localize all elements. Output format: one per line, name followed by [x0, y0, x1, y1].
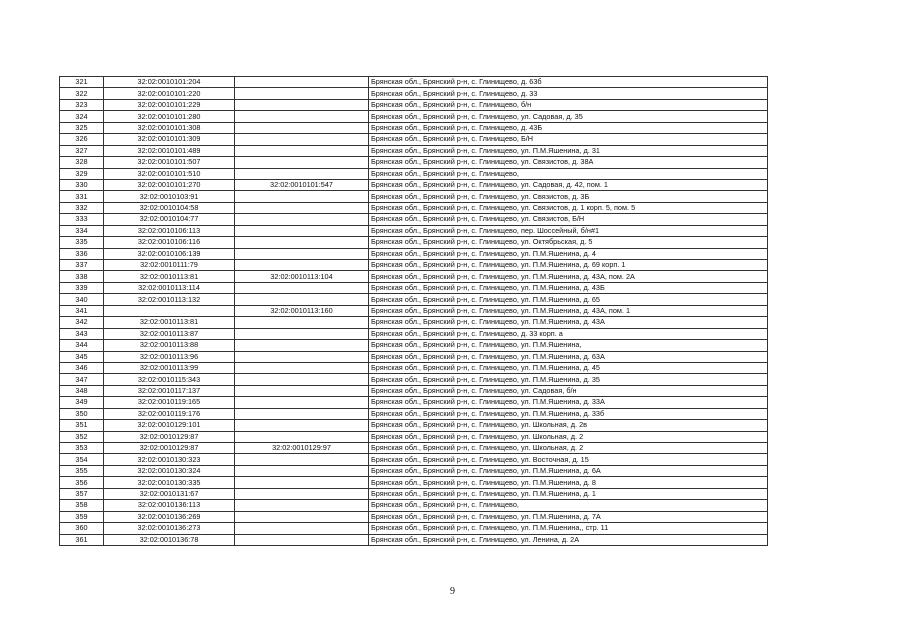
- related-cadastral-number-cell: [235, 374, 369, 385]
- related-cadastral-number-cell: [235, 317, 369, 328]
- row-number-cell: 349: [60, 397, 104, 408]
- table-row: [60, 145, 768, 156]
- address-cell: Брянская обл., Брянский р-н, с. Глинищево, ул. П.М.Яшенина, д. 43А, пом. 1: [369, 305, 768, 316]
- related-cadastral-number-cell: [235, 420, 369, 431]
- row-number-cell: 358: [60, 500, 104, 511]
- table-row: [60, 328, 768, 339]
- address-cell: Брянская обл., Брянский р-н, с. Глинищево, ул. П.М.Яшенина, д. 6А: [369, 465, 768, 476]
- cadastral-number-cell: 32:02:0010130:323: [104, 454, 235, 465]
- row-number-cell: 356: [60, 477, 104, 488]
- related-cadastral-number-cell: [235, 511, 369, 522]
- related-cadastral-number-cell: [235, 157, 369, 168]
- row-number-cell: 361: [60, 534, 104, 545]
- table-row: [60, 77, 768, 88]
- row-number-cell: 331: [60, 191, 104, 202]
- cadastral-number-cell: 32:02:0010101:229: [104, 99, 235, 110]
- address-cell: Брянская обл., Брянский р-н, с. Глинищево, ул. Садовая, б/н: [369, 385, 768, 396]
- address-cell: Брянская обл., Брянский р-н, с. Глинищево, ул. Связистов, д. 3Б: [369, 191, 768, 202]
- table-row: [60, 237, 768, 248]
- address-cell: Брянская обл., Брянский р-н, с. Глинищево, д. 63б: [369, 77, 768, 88]
- address-cell: Брянская обл., Брянский р-н, с. Глинищево, ул. П.М.Яшенина, д. 7А: [369, 511, 768, 522]
- address-cell: Брянская обл., Брянский р-н, с. Глинищево, ул. П.М.Яшенина, д. 33А: [369, 397, 768, 408]
- row-number-cell: 359: [60, 511, 104, 522]
- address-cell: Брянская обл., Брянский р-н, с. Глинищево, ул. Садовая, д. 42, пом. 1: [369, 179, 768, 190]
- row-number-cell: 353: [60, 443, 104, 454]
- cadastral-number-cell: 32:02:0010119:165: [104, 397, 235, 408]
- table-row: [60, 260, 768, 271]
- table-row: [60, 202, 768, 213]
- row-number-cell: 350: [60, 408, 104, 419]
- related-cadastral-number-cell: [235, 500, 369, 511]
- related-cadastral-number-cell: 32:02:0010113:104: [235, 271, 369, 282]
- address-cell: Брянская обл., Брянский р-н, с. Глинищево, Б/Н: [369, 134, 768, 145]
- row-number-cell: 332: [60, 202, 104, 213]
- cadastral-number-cell: 32:02:0010101:270: [104, 179, 235, 190]
- cadastral-number-cell: 32:02:0010129:87: [104, 443, 235, 454]
- row-number-cell: 339: [60, 282, 104, 293]
- related-cadastral-number-cell: [235, 408, 369, 419]
- address-cell: Брянская обл., Брянский р-н, с. Глинищево, ул. Связистов, Б/Н: [369, 214, 768, 225]
- related-cadastral-number-cell: [235, 282, 369, 293]
- related-cadastral-number-cell: 32:02:0010113:160: [235, 305, 369, 316]
- related-cadastral-number-cell: 32:02:0010129:97: [235, 443, 369, 454]
- row-number-cell: 337: [60, 260, 104, 271]
- row-number-cell: 329: [60, 168, 104, 179]
- cadastral-number-cell: 32:02:0010136:269: [104, 511, 235, 522]
- address-cell: Брянская обл., Брянский р-н, с. Глинищево, ул. Восточная, д. 15: [369, 454, 768, 465]
- row-number-cell: 360: [60, 523, 104, 534]
- row-number-cell: 351: [60, 420, 104, 431]
- cadastral-number-cell: 32:02:0010113:87: [104, 328, 235, 339]
- address-cell: Брянская обл., Брянский р-н, с. Глинищево, пер. Шоссейный, б/н#1: [369, 225, 768, 236]
- related-cadastral-number-cell: [235, 488, 369, 499]
- table-row: [60, 111, 768, 122]
- cadastral-number-cell: 32:02:0010106:113: [104, 225, 235, 236]
- row-number-cell: 327: [60, 145, 104, 156]
- related-cadastral-number-cell: [235, 362, 369, 373]
- related-cadastral-number-cell: [235, 77, 369, 88]
- table-row: [60, 362, 768, 373]
- table-row: [60, 179, 768, 190]
- cadastral-number-cell: 32:02:0010129:101: [104, 420, 235, 431]
- table-row: [60, 157, 768, 168]
- address-cell: Брянская обл., Брянский р-н, с. Глинищево,: [369, 500, 768, 511]
- cadastral-number-cell: 32:02:0010101:507: [104, 157, 235, 168]
- address-cell: Брянская обл., Брянский р-н, с. Глинищево, ул. Садовая, д. 35: [369, 111, 768, 122]
- related-cadastral-number-cell: [235, 88, 369, 99]
- related-cadastral-number-cell: [235, 477, 369, 488]
- row-number-cell: 336: [60, 248, 104, 259]
- address-cell: Брянская обл., Брянский р-н, с. Глинищево, ул. Школьная, д. 2: [369, 431, 768, 442]
- row-number-cell: 338: [60, 271, 104, 282]
- table-row: [60, 340, 768, 351]
- address-cell: Брянская обл., Брянский р-н, с. Глинищево, ул. П.М.Яшенина, д. 43А, пом. 2А: [369, 271, 768, 282]
- table-row: [60, 385, 768, 396]
- address-cell: Брянская обл., Брянский р-н, с. Глинищево, ул. П.М.Яшенина, д. 33б: [369, 408, 768, 419]
- cadastral-number-cell: 32:02:0010117:137: [104, 385, 235, 396]
- address-cell: Брянская обл., Брянский р-н, с. Глинищево, ул. П.М.Яшенина, д. 65: [369, 294, 768, 305]
- row-number-cell: 333: [60, 214, 104, 225]
- cadastral-number-cell: 32:02:0010115:343: [104, 374, 235, 385]
- table-row: [60, 99, 768, 110]
- table-row: [60, 397, 768, 408]
- page-number: 9: [450, 586, 455, 597]
- address-cell: Брянская обл., Брянский р-н, с. Глинищево, ул. П.М.Яшенина, д. 43А: [369, 317, 768, 328]
- related-cadastral-number-cell: [235, 534, 369, 545]
- cadastral-number-cell: 32:02:0010113:81: [104, 317, 235, 328]
- cadastral-number-cell: 32:02:0010101:280: [104, 111, 235, 122]
- address-cell: Брянская обл., Брянский р-н, с. Глинищево, ул. П.М.Яшенина, д. 4: [369, 248, 768, 259]
- cadastral-number-cell: 32:02:0010101:309: [104, 134, 235, 145]
- related-cadastral-number-cell: [235, 248, 369, 259]
- table-row: [60, 408, 768, 419]
- row-number-cell: 340: [60, 294, 104, 305]
- related-cadastral-number-cell: [235, 168, 369, 179]
- row-number-cell: 346: [60, 362, 104, 373]
- row-number-cell: 335: [60, 237, 104, 248]
- address-cell: Брянская обл., Брянский р-н, с. Глинищево, ул. Школьная, д. 2в: [369, 420, 768, 431]
- row-number-cell: 322: [60, 88, 104, 99]
- address-cell: Брянская обл., Брянский р-н, с. Глинищево, ул. П.М.Яшенина, д. 8: [369, 477, 768, 488]
- cadastral-number-cell: 32:02:0010136:273: [104, 523, 235, 534]
- table-row: [60, 225, 768, 236]
- related-cadastral-number-cell: [235, 294, 369, 305]
- address-cell: Брянская обл., Брянский р-н, с. Глинищево, д. 43Б: [369, 122, 768, 133]
- address-cell: Брянская обл., Брянский р-н, с. Глинищево, ул. П.М.Яшенина, д. 31: [369, 145, 768, 156]
- row-number-cell: 352: [60, 431, 104, 442]
- related-cadastral-number-cell: [235, 397, 369, 408]
- table-row: [60, 454, 768, 465]
- cadastral-number-cell: 32:02:0010129:87: [104, 431, 235, 442]
- row-number-cell: 342: [60, 317, 104, 328]
- cadastral-number-cell: 32:02:0010136:78: [104, 534, 235, 545]
- address-cell: Брянская обл., Брянский р-н, с. Глинищево, ул. П.М.Яшенина, д. 35: [369, 374, 768, 385]
- related-cadastral-number-cell: [235, 523, 369, 534]
- table-row: [60, 374, 768, 385]
- table-row: [60, 523, 768, 534]
- cadastral-number-cell: 32:02:0010119:176: [104, 408, 235, 419]
- cadastral-number-cell: 32:02:0010136:113: [104, 500, 235, 511]
- table-row: [60, 191, 768, 202]
- address-cell: Брянская обл., Брянский р-н, с. Глинищево, ул. П.М.Яшенина,, стр. 11: [369, 523, 768, 534]
- table-row: [60, 214, 768, 225]
- cadastral-number-cell: 32:02:0010113:96: [104, 351, 235, 362]
- related-cadastral-number-cell: [235, 191, 369, 202]
- cadastral-number-cell: 32:02:0010130:324: [104, 465, 235, 476]
- cadastral-number-cell: 32:02:0010101:204: [104, 77, 235, 88]
- table-row: [60, 511, 768, 522]
- related-cadastral-number-cell: [235, 237, 369, 248]
- related-cadastral-number-cell: [235, 328, 369, 339]
- related-cadastral-number-cell: [235, 111, 369, 122]
- address-cell: Брянская обл., Брянский р-н, с. Глинищево, ул. Октябрьская, д. 5: [369, 237, 768, 248]
- address-cell: Брянская обл., Брянский р-н, с. Глинищево, ул. П.М.Яшенина, д. 45: [369, 362, 768, 373]
- table-row: [60, 122, 768, 133]
- cadastral-number-cell: 32:02:0010104:58: [104, 202, 235, 213]
- address-cell: Брянская обл., Брянский р-н, с. Глинищево,: [369, 168, 768, 179]
- cadastral-number-cell: 32:02:0010131:67: [104, 488, 235, 499]
- address-cell: Брянская обл., Брянский р-н, с. Глинищево, д. 33 корп. а: [369, 328, 768, 339]
- address-cell: Брянская обл., Брянский р-н, с. Глинищево, ул. П.М.Яшенина, д. 69 корп. 1: [369, 260, 768, 271]
- table-row: [60, 168, 768, 179]
- related-cadastral-number-cell: [235, 454, 369, 465]
- row-number-cell: 355: [60, 465, 104, 476]
- row-number-cell: 330: [60, 179, 104, 190]
- row-number-cell: 357: [60, 488, 104, 499]
- related-cadastral-number-cell: [235, 214, 369, 225]
- address-cell: Брянская обл., Брянский р-н, с. Глинищево, д. 33: [369, 88, 768, 99]
- related-cadastral-number-cell: [235, 134, 369, 145]
- cadastral-number-cell: 32:02:0010113:88: [104, 340, 235, 351]
- table-row: [60, 534, 768, 545]
- table-row: [60, 465, 768, 476]
- table-row: [60, 248, 768, 259]
- row-number-cell: 328: [60, 157, 104, 168]
- row-number-cell: 341: [60, 305, 104, 316]
- table-row: [60, 88, 768, 99]
- row-number-cell: 344: [60, 340, 104, 351]
- related-cadastral-number-cell: [235, 351, 369, 362]
- row-number-cell: 323: [60, 99, 104, 110]
- address-cell: Брянская обл., Брянский р-н, с. Глинищево, ул. П.М.Яшенина,: [369, 340, 768, 351]
- related-cadastral-number-cell: [235, 225, 369, 236]
- address-cell: Брянская обл., Брянский р-н, с. Глинищево, ул. Ленина, д. 2А: [369, 534, 768, 545]
- row-number-cell: 334: [60, 225, 104, 236]
- row-number-cell: 321: [60, 77, 104, 88]
- related-cadastral-number-cell: [235, 431, 369, 442]
- address-cell: Брянская обл., Брянский р-н, с. Глинищево, ул. Школьная, д. 2: [369, 443, 768, 454]
- row-number-cell: 324: [60, 111, 104, 122]
- cadastral-number-cell: 32:02:0010113:132: [104, 294, 235, 305]
- related-cadastral-number-cell: [235, 260, 369, 271]
- table-row: [60, 317, 768, 328]
- table-row: [60, 477, 768, 488]
- table-row: [60, 488, 768, 499]
- cadastral-number-cell: 32:02:0010106:139: [104, 248, 235, 259]
- table-row: [60, 420, 768, 431]
- related-cadastral-number-cell: [235, 99, 369, 110]
- related-cadastral-number-cell: [235, 340, 369, 351]
- cadastral-number-cell: 32:02:0010103:91: [104, 191, 235, 202]
- cadastral-number-cell: [104, 305, 235, 316]
- table-row: [60, 443, 768, 454]
- cadastral-number-cell: 32:02:0010113:81: [104, 271, 235, 282]
- related-cadastral-number-cell: [235, 385, 369, 396]
- address-cell: Брянская обл., Брянский р-н, с. Глинищево, ул. П.М.Яшенина, д. 63А: [369, 351, 768, 362]
- cadastral-number-cell: 32:02:0010130:335: [104, 477, 235, 488]
- cadastral-number-cell: 32:02:0010104:77: [104, 214, 235, 225]
- related-cadastral-number-cell: 32:02:0010101:547: [235, 179, 369, 190]
- related-cadastral-number-cell: [235, 122, 369, 133]
- table-row: [60, 431, 768, 442]
- cadastral-number-cell: 32:02:0010106:116: [104, 237, 235, 248]
- address-cell: Брянская обл., Брянский р-н, с. Глинищево, ул. П.М.Яшенина, д. 1: [369, 488, 768, 499]
- table-row: [60, 294, 768, 305]
- row-number-cell: 325: [60, 122, 104, 133]
- table-row: [60, 271, 768, 282]
- address-cell: Брянская обл., Брянский р-н, с. Глинищево, б/н: [369, 99, 768, 110]
- related-cadastral-number-cell: [235, 145, 369, 156]
- row-number-cell: 348: [60, 385, 104, 396]
- table-row: [60, 305, 768, 316]
- table-row: [60, 500, 768, 511]
- cadastral-number-cell: 32:02:0010101:489: [104, 145, 235, 156]
- address-cell: Брянская обл., Брянский р-н, с. Глинищево, ул. П.М.Яшенина, д. 43Б: [369, 282, 768, 293]
- related-cadastral-number-cell: [235, 202, 369, 213]
- row-number-cell: 326: [60, 134, 104, 145]
- related-cadastral-number-cell: [235, 465, 369, 476]
- address-cell: Брянская обл., Брянский р-н, с. Глинищево, ул. Связистов, д. 1 корп. 5, пом. 5: [369, 202, 768, 213]
- cadastral-number-cell: 32:02:0010101:510: [104, 168, 235, 179]
- cadastral-number-cell: 32:02:0010101:220: [104, 88, 235, 99]
- cadastral-number-cell: 32:02:0010111:79: [104, 260, 235, 271]
- cadastral-number-cell: 32:02:0010113:114: [104, 282, 235, 293]
- cadastral-number-cell: 32:02:0010101:308: [104, 122, 235, 133]
- register-table-body: [60, 77, 768, 546]
- row-number-cell: 343: [60, 328, 104, 339]
- table-row: [60, 134, 768, 145]
- table-row: [60, 282, 768, 293]
- address-cell: Брянская обл., Брянский р-н, с. Глинищево, ул. Связистов, д. 38А: [369, 157, 768, 168]
- row-number-cell: 354: [60, 454, 104, 465]
- property-register-table: [59, 76, 768, 546]
- row-number-cell: 347: [60, 374, 104, 385]
- table-row: [60, 351, 768, 362]
- row-number-cell: 345: [60, 351, 104, 362]
- cadastral-number-cell: 32:02:0010113:99: [104, 362, 235, 373]
